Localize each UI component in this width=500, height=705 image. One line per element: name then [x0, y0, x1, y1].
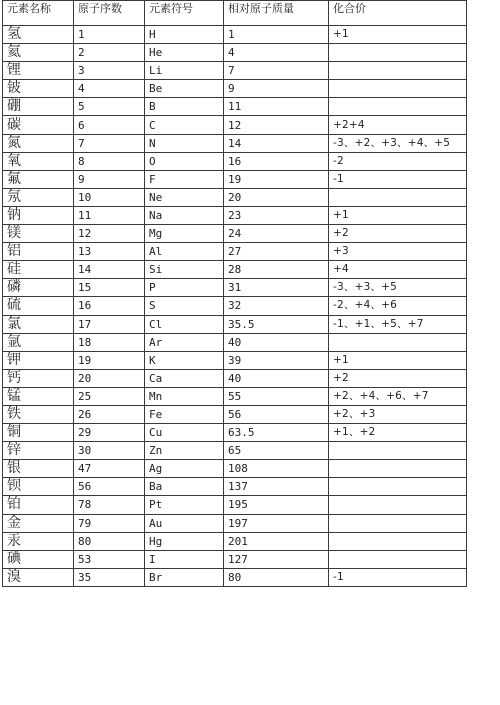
atomic-number-cell: 5 [74, 98, 145, 116]
atomic-mass-cell: 137 [224, 478, 329, 496]
element-symbol-cell: Al [145, 243, 224, 261]
element-table [2, 0, 467, 587]
table-row [3, 116, 467, 134]
atomic-mass-cell: 127 [224, 550, 329, 568]
element-name-cell: 钡 [3, 478, 74, 496]
element-symbol-cell: Ca [145, 369, 224, 387]
atomic-mass-cell: 201 [224, 532, 329, 550]
table-row [3, 261, 467, 279]
element-name-cell: 溴 [3, 568, 74, 586]
atomic-mass-cell: 19 [224, 170, 329, 188]
element-symbol-cell: F [145, 170, 224, 188]
atomic-number-cell: 25 [74, 387, 145, 405]
element-name-cell: 氦 [3, 44, 74, 62]
atomic-number-cell: 11 [74, 206, 145, 224]
atomic-mass-cell: 108 [224, 460, 329, 478]
table-row [3, 170, 467, 188]
atomic-number-cell: 2 [74, 44, 145, 62]
element-symbol-cell: Br [145, 568, 224, 586]
element-name-cell: 钠 [3, 206, 74, 224]
atomic-number-cell: 15 [74, 279, 145, 297]
atomic-mass-cell: 40 [224, 369, 329, 387]
valence-cell [329, 98, 467, 116]
atomic-mass-cell: 195 [224, 496, 329, 514]
element-symbol-cell: S [145, 297, 224, 315]
atomic-number-cell: 35 [74, 568, 145, 586]
header-atomic-mass: 相对原子质量 [224, 1, 329, 26]
element-name-cell: 铜 [3, 424, 74, 442]
atomic-mass-cell: 55 [224, 387, 329, 405]
element-symbol-cell: Ne [145, 188, 224, 206]
valence-cell: +2、+3 [329, 405, 467, 423]
valence-cell: -3、+3、+5 [329, 279, 467, 297]
element-name-cell: 锰 [3, 387, 74, 405]
table-row [3, 387, 467, 405]
atomic-mass-cell: 27 [224, 243, 329, 261]
element-symbol-cell: Hg [145, 532, 224, 550]
element-name-cell: 氯 [3, 315, 74, 333]
atomic-number-cell: 8 [74, 152, 145, 170]
table-row [3, 134, 467, 152]
table-row [3, 188, 467, 206]
atomic-mass-cell: 23 [224, 206, 329, 224]
valence-cell [329, 478, 467, 496]
valence-cell: +2、+4、+6、+7 [329, 387, 467, 405]
element-symbol-cell: K [145, 351, 224, 369]
atomic-number-cell: 19 [74, 351, 145, 369]
atomic-mass-cell: 16 [224, 152, 329, 170]
table-row [3, 206, 467, 224]
element-name-cell: 铍 [3, 80, 74, 98]
element-symbol-cell: I [145, 550, 224, 568]
atomic-number-cell: 7 [74, 134, 145, 152]
element-name-cell: 碘 [3, 550, 74, 568]
valence-cell: +4 [329, 261, 467, 279]
valence-cell: +2+4 [329, 116, 467, 134]
atomic-number-cell: 14 [74, 261, 145, 279]
header-element-symbol: 元素符号 [145, 1, 224, 26]
element-name-cell: 钙 [3, 369, 74, 387]
valence-cell [329, 62, 467, 80]
atomic-mass-cell: 7 [224, 62, 329, 80]
atomic-mass-cell: 31 [224, 279, 329, 297]
element-symbol-cell: Cl [145, 315, 224, 333]
atomic-mass-cell: 24 [224, 225, 329, 243]
valence-cell [329, 333, 467, 351]
atomic-number-cell: 78 [74, 496, 145, 514]
atomic-mass-cell: 65 [224, 442, 329, 460]
atomic-number-cell: 6 [74, 116, 145, 134]
table-header-row [3, 1, 467, 26]
element-symbol-cell: N [145, 134, 224, 152]
valence-cell: +2 [329, 369, 467, 387]
atomic-mass-cell: 4 [224, 44, 329, 62]
atomic-mass-cell: 28 [224, 261, 329, 279]
valence-cell: -1 [329, 568, 467, 586]
atomic-number-cell: 26 [74, 405, 145, 423]
element-symbol-cell: Ba [145, 478, 224, 496]
atomic-mass-cell: 11 [224, 98, 329, 116]
atomic-number-cell: 10 [74, 188, 145, 206]
element-name-cell: 氩 [3, 333, 74, 351]
table-row [3, 62, 467, 80]
header-element-name: 元素名称 [3, 1, 74, 26]
table-row [3, 26, 467, 44]
table-row [3, 532, 467, 550]
atomic-number-cell: 12 [74, 225, 145, 243]
element-name-cell: 氟 [3, 170, 74, 188]
atomic-mass-cell: 14 [224, 134, 329, 152]
table-row [3, 44, 467, 62]
atomic-mass-cell: 63.5 [224, 424, 329, 442]
table-row [3, 496, 467, 514]
valence-cell [329, 496, 467, 514]
element-name-cell: 铂 [3, 496, 74, 514]
element-symbol-cell: Mn [145, 387, 224, 405]
valence-cell [329, 460, 467, 478]
element-name-cell: 锌 [3, 442, 74, 460]
element-symbol-cell: Ag [145, 460, 224, 478]
table-row [3, 315, 467, 333]
element-symbol-cell: Pt [145, 496, 224, 514]
element-name-cell: 氢 [3, 26, 74, 44]
valence-cell: -3、+2、+3、+4、+5 [329, 134, 467, 152]
element-name-cell: 氮 [3, 134, 74, 152]
valence-cell: +1 [329, 351, 467, 369]
element-symbol-cell: Zn [145, 442, 224, 460]
element-symbol-cell: Si [145, 261, 224, 279]
valence-cell [329, 532, 467, 550]
table-body [3, 26, 467, 587]
header-atomic-number: 原子序数 [74, 1, 145, 26]
atomic-number-cell: 16 [74, 297, 145, 315]
element-symbol-cell: Au [145, 514, 224, 532]
element-name-cell: 金 [3, 514, 74, 532]
atomic-number-cell: 56 [74, 478, 145, 496]
element-name-cell: 镁 [3, 225, 74, 243]
element-name-cell: 汞 [3, 532, 74, 550]
valence-cell [329, 514, 467, 532]
atomic-mass-cell: 40 [224, 333, 329, 351]
atomic-number-cell: 18 [74, 333, 145, 351]
atomic-number-cell: 30 [74, 442, 145, 460]
valence-cell: -2 [329, 152, 467, 170]
atomic-mass-cell: 9 [224, 80, 329, 98]
element-symbol-cell: P [145, 279, 224, 297]
atomic-mass-cell: 32 [224, 297, 329, 315]
element-name-cell: 硼 [3, 98, 74, 116]
table-row [3, 279, 467, 297]
header-valence: 化合价 [329, 1, 467, 26]
table-row [3, 243, 467, 261]
atomic-number-cell: 4 [74, 80, 145, 98]
table-row [3, 152, 467, 170]
element-name-cell: 铁 [3, 405, 74, 423]
atomic-mass-cell: 12 [224, 116, 329, 134]
atomic-number-cell: 13 [74, 243, 145, 261]
atomic-number-cell: 80 [74, 532, 145, 550]
element-symbol-cell: Na [145, 206, 224, 224]
table-row [3, 333, 467, 351]
valence-cell: +2 [329, 225, 467, 243]
element-name-cell: 银 [3, 460, 74, 478]
valence-cell: +3 [329, 243, 467, 261]
element-symbol-cell: Be [145, 80, 224, 98]
valence-cell: -1 [329, 170, 467, 188]
valence-cell: -2、+4、+6 [329, 297, 467, 315]
atomic-number-cell: 20 [74, 369, 145, 387]
table-row [3, 225, 467, 243]
table-row [3, 568, 467, 586]
element-name-cell: 氖 [3, 188, 74, 206]
element-name-cell: 铝 [3, 243, 74, 261]
atomic-number-cell: 3 [74, 62, 145, 80]
valence-cell: +1 [329, 26, 467, 44]
table-row [3, 424, 467, 442]
element-symbol-cell: Li [145, 62, 224, 80]
atomic-mass-cell: 80 [224, 568, 329, 586]
table-row [3, 478, 467, 496]
atomic-mass-cell: 35.5 [224, 315, 329, 333]
valence-cell [329, 442, 467, 460]
element-name-cell: 锂 [3, 62, 74, 80]
table-row [3, 405, 467, 423]
atomic-mass-cell: 197 [224, 514, 329, 532]
element-name-cell: 氧 [3, 152, 74, 170]
atomic-mass-cell: 20 [224, 188, 329, 206]
valence-cell [329, 188, 467, 206]
element-symbol-cell: Fe [145, 405, 224, 423]
table-row [3, 351, 467, 369]
atomic-number-cell: 1 [74, 26, 145, 44]
element-symbol-cell: Cu [145, 424, 224, 442]
valence-cell: +1、+2 [329, 424, 467, 442]
table-row [3, 442, 467, 460]
atomic-mass-cell: 56 [224, 405, 329, 423]
element-symbol-cell: H [145, 26, 224, 44]
table-row [3, 369, 467, 387]
element-name-cell: 硫 [3, 297, 74, 315]
atomic-number-cell: 79 [74, 514, 145, 532]
valence-cell [329, 80, 467, 98]
atomic-number-cell: 9 [74, 170, 145, 188]
valence-cell: -1、+1、+5、+7 [329, 315, 467, 333]
element-name-cell: 钾 [3, 351, 74, 369]
table-row [3, 460, 467, 478]
element-symbol-cell: He [145, 44, 224, 62]
table-row [3, 98, 467, 116]
atomic-mass-cell: 1 [224, 26, 329, 44]
table-row [3, 80, 467, 98]
element-symbol-cell: Ar [145, 333, 224, 351]
atomic-number-cell: 17 [74, 315, 145, 333]
element-symbol-cell: O [145, 152, 224, 170]
atomic-mass-cell: 39 [224, 351, 329, 369]
element-symbol-cell: C [145, 116, 224, 134]
element-symbol-cell: Mg [145, 225, 224, 243]
valence-cell [329, 44, 467, 62]
element-name-cell: 磷 [3, 279, 74, 297]
atomic-number-cell: 29 [74, 424, 145, 442]
atomic-number-cell: 53 [74, 550, 145, 568]
element-symbol-cell: B [145, 98, 224, 116]
valence-cell [329, 550, 467, 568]
atomic-number-cell: 47 [74, 460, 145, 478]
element-name-cell: 碳 [3, 116, 74, 134]
element-name-cell: 硅 [3, 261, 74, 279]
table-row [3, 550, 467, 568]
valence-cell: +1 [329, 206, 467, 224]
table-row [3, 297, 467, 315]
table-row [3, 514, 467, 532]
